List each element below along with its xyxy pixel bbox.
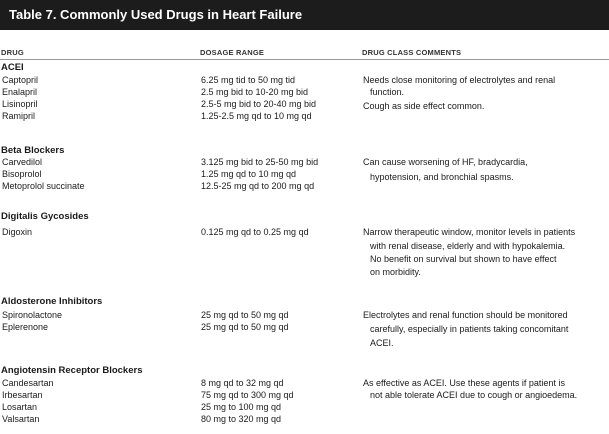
drug-dose: 80 mg to 320 mg qd xyxy=(201,414,282,424)
drug-name: Enalapril xyxy=(2,87,38,97)
class-comment-line: carefully, especially in patients taking concomitant xyxy=(370,324,569,334)
class-comment-line: Electrolytes and renal function should be monitored xyxy=(363,310,568,320)
section-title: Aldosterone Inhibitors xyxy=(1,296,103,307)
section-title: Angiotensin Receptor Blockers xyxy=(1,365,143,376)
class-comment-line: Cough as side effect common. xyxy=(363,101,485,111)
drug-dose: 25 mg qd to 50 mg qd xyxy=(201,322,289,332)
class-comment-line: on morbidity. xyxy=(370,267,421,277)
drug-dose: 3.125 mg bid to 25-50 mg bid xyxy=(201,157,319,167)
drug-dose: 6.25 mg tid to 50 mg tid xyxy=(201,75,296,85)
class-comment-line: hypotension, and bronchial spasms. xyxy=(370,172,514,182)
drug-name: Candesartan xyxy=(2,378,54,388)
class-comment-line: Needs close monitoring of electrolytes and renal xyxy=(363,75,556,85)
class-comment-line: function. xyxy=(370,87,405,97)
drug-dose: 2.5-5 mg bid to 20-40 mg bid xyxy=(201,99,317,109)
drug-name: Bisoprolol xyxy=(2,169,42,179)
drug-name: Irbesartan xyxy=(2,390,43,400)
drug-dose: 1.25-2.5 mg qd to 10 mg qd xyxy=(201,111,312,121)
drug-name: Losartan xyxy=(2,402,38,412)
class-comment-line: As effective as ACEI. Use these agents if patient is xyxy=(363,378,565,388)
header-divider xyxy=(0,59,609,60)
drug-name: Digoxin xyxy=(2,227,33,237)
class-comment-line: Can cause worsening of HF, bradycardia, xyxy=(363,157,528,167)
drug-name: Spironolactone xyxy=(2,310,63,320)
drug-name: Eplerenone xyxy=(2,322,49,332)
column-header-dosage: DOSAGE RANGE xyxy=(200,48,265,57)
drug-name: Metoprolol succinate xyxy=(2,181,85,191)
column-header-comments: DRUG CLASS COMMENTS xyxy=(362,48,462,57)
drug-name: Carvedilol xyxy=(2,157,43,167)
class-comment-line: Narrow therapeutic window, monitor levels in patients xyxy=(363,227,576,237)
drug-name: Valsartan xyxy=(2,414,40,424)
class-comment-line: ACEI. xyxy=(370,338,394,348)
class-comment-line: No benefit on survival but shown to have effect xyxy=(370,254,557,264)
drug-dose: 8 mg qd to 32 mg qd xyxy=(201,378,284,388)
column-header-drug: DRUG xyxy=(1,48,24,57)
drug-name: Captopril xyxy=(2,75,39,85)
section-title: Digitalis Gycosides xyxy=(1,211,89,222)
class-comment-line: with renal disease, elderly and with hypokalemia. xyxy=(370,241,566,251)
drug-dose: 2.5 mg bid to 10-20 mg bid xyxy=(201,87,309,97)
drug-dose: 75 mg qd to 300 mg qd xyxy=(201,390,294,400)
drug-name: Ramipril xyxy=(2,111,36,121)
drug-dose: 12.5-25 mg qd to 200 mg qd xyxy=(201,181,315,191)
section-title: Beta Blockers xyxy=(1,145,65,156)
class-comment-line: not able tolerate ACEI due to cough or angioedema. xyxy=(370,390,578,400)
drug-name: Lisinopril xyxy=(2,99,38,109)
table-title: Table 7. Commonly Used Drugs in Heart Failure xyxy=(9,7,303,22)
drug-dose: 1.25 mg qd to 10 mg qd xyxy=(201,169,297,179)
section-title: ACEI xyxy=(1,62,24,73)
title-bar xyxy=(0,0,609,30)
drug-dose: 0.125 mg qd to 0.25 mg qd xyxy=(201,227,309,237)
drug-dose: 25 mg to 100 mg qd xyxy=(201,402,282,412)
drug-dose: 25 mg qd to 50 mg qd xyxy=(201,310,289,320)
